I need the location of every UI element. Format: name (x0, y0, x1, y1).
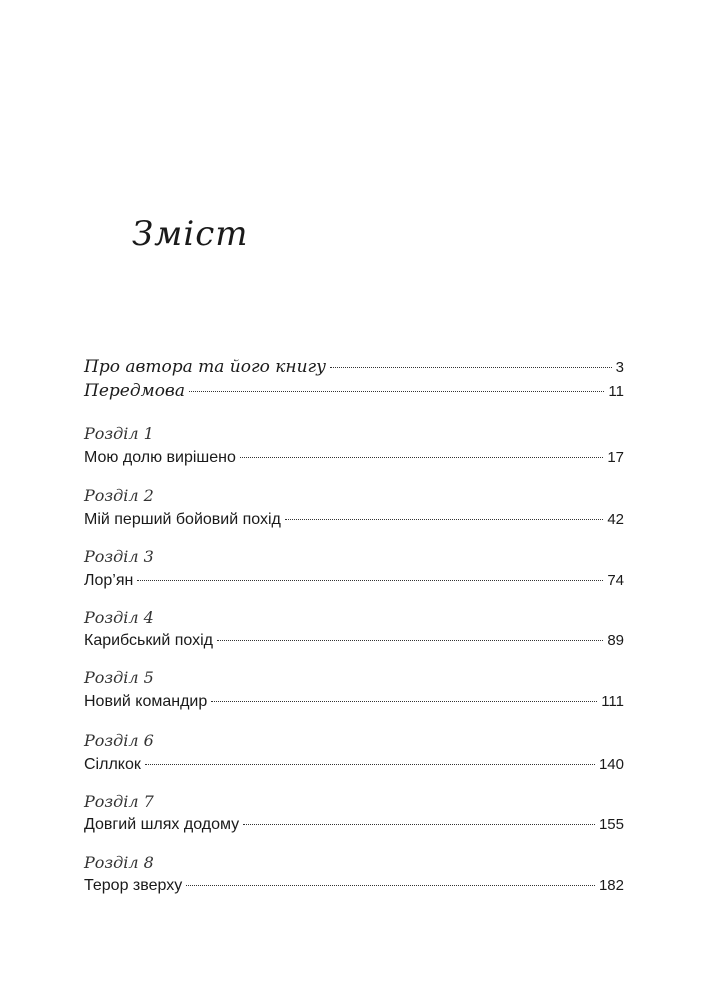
chapter-label: Розділ 6 (84, 731, 154, 750)
chapter-label: Розділ 4 (84, 608, 154, 627)
toc-entry-chapter-5[interactable] (84, 693, 624, 717)
toc-entry-chapter-6[interactable] (84, 756, 624, 780)
toc-entry-page: 155 (598, 816, 624, 833)
chapter-label: Розділ 5 (84, 668, 154, 687)
dot-leader (240, 457, 603, 458)
toc-entry-page: 74 (607, 572, 624, 589)
toc-entry-page: 182 (598, 877, 624, 894)
toc-entry-page: 89 (607, 632, 624, 649)
toc-entry-label: Терор зверху (84, 877, 183, 894)
toc-entry-chapter-7[interactable] (84, 816, 624, 840)
chapter-label: Розділ 1 (84, 424, 154, 443)
dot-leader (243, 824, 595, 825)
chapter-label: Розділ 8 (84, 853, 154, 872)
toc-entry-page: 140 (598, 756, 624, 773)
toc-entry-chapter-2[interactable] (84, 511, 624, 535)
toc-entry-label: Передмова (84, 381, 185, 401)
toc-entry-label: Мій перший бойовий похід (84, 511, 281, 528)
toc-entry-about-author[interactable] (84, 357, 624, 381)
toc-entry-label: Лор’ян (84, 572, 134, 589)
dot-leader (217, 640, 603, 641)
toc-entry-label: Карибський похід (84, 632, 213, 649)
toc-entry-chapter-3[interactable] (84, 572, 624, 596)
dot-leader (189, 391, 604, 392)
toc-entry-label: Сіллкок (84, 756, 141, 773)
dot-leader (137, 580, 603, 581)
toc-entry-page: 17 (607, 449, 624, 466)
chapter-label: Розділ 7 (84, 792, 154, 811)
page-title: Зміст (132, 214, 249, 254)
toc-entry-foreword[interactable] (84, 381, 624, 405)
toc-entry-page: 11 (608, 383, 624, 400)
chapter-label: Розділ 2 (84, 486, 154, 505)
dot-leader (285, 519, 603, 520)
dot-leader (145, 764, 595, 765)
toc-entry-chapter-4[interactable] (84, 632, 624, 656)
toc-entry-page: 3 (615, 359, 624, 376)
chapter-label: Розділ 3 (84, 547, 154, 566)
toc-entry-label: Новий командир (84, 693, 208, 710)
toc-entry-label: Довгий шлях додому (84, 816, 240, 833)
toc-entry-chapter-1[interactable] (84, 449, 624, 473)
toc-entry-label: Про автора та його книгу (84, 357, 326, 377)
toc-entry-page: 111 (601, 693, 624, 710)
toc-entry-chapter-8[interactable] (84, 877, 624, 901)
toc-entry-label: Мою долю вирішено (84, 449, 236, 466)
dot-leader (211, 701, 597, 702)
dot-leader (330, 367, 612, 368)
dot-leader (186, 885, 595, 886)
toc-entry-page: 42 (607, 511, 624, 528)
